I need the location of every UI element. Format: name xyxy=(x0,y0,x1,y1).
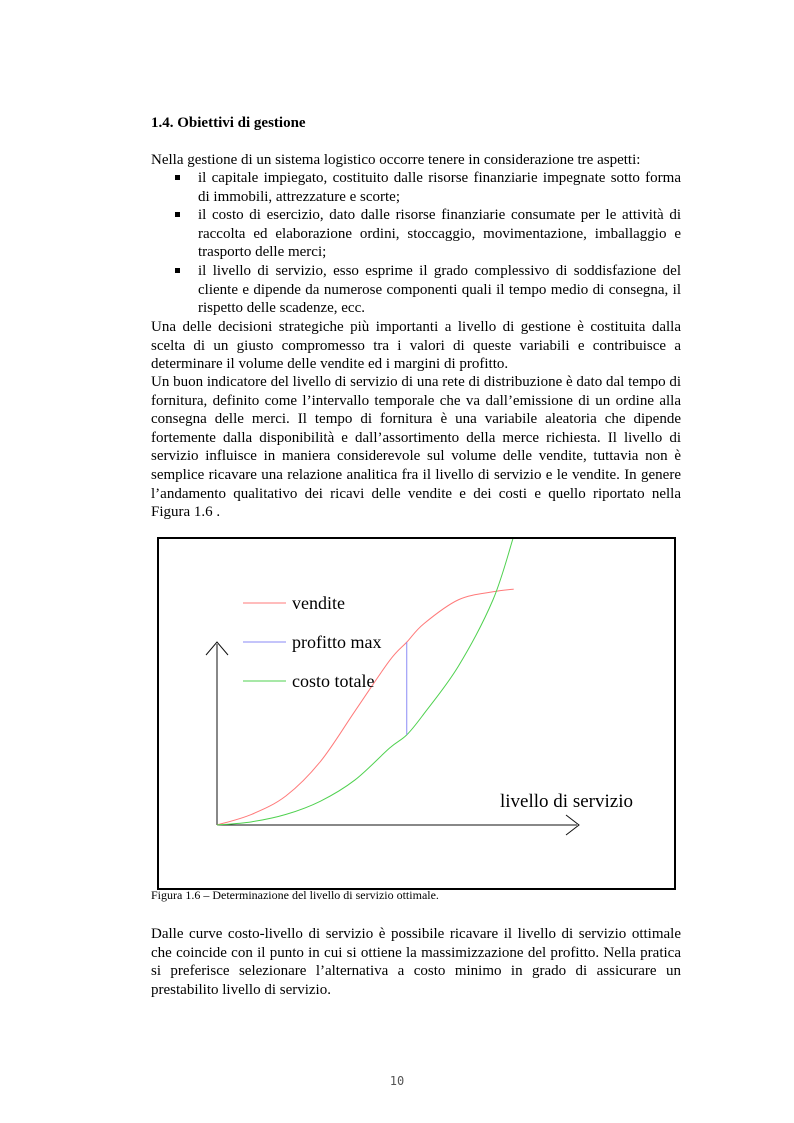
list-item-text: il capitale impiegato, costituito dalle risorse finanziarie impegnate sotto forma di immobili, attrezzature e scorte; xyxy=(198,170,681,205)
legend-label: costo totale xyxy=(292,671,375,691)
list-item-text: il costo di esercizio, dato dalle risorse finanziarie consumate per le attività di raccolta ed elaborazione ordini, stoccaggio, movimentazione, imballaggio e trasporto delle merci; xyxy=(198,207,681,261)
list-item xyxy=(151,262,681,318)
service-level-chart xyxy=(159,539,674,888)
intro-paragraph: Nella gestione di un sistema logistico occorre tenere in considerazione tre aspetti: xyxy=(151,152,641,168)
body-paragraph: Dalle curve costo-livello di servizio è possibile ricavare il livello di servizio ottimale che coincide con il punto in cui si ottiene la massimizzazione del profitto. Nella pratica si preferisce selezionare l’alternativa a costo minimo in grado di assicurare un prestabilito livello di servizio. xyxy=(151,926,681,998)
list-item-text: il livello di servizio, esso esprime il grado complessivo di soddisfazione del cliente e dipende da numerose componenti quali il tempo medio di consegna, il rispetto delle scadenze, ecc. xyxy=(198,262,681,317)
list-item xyxy=(151,206,681,262)
page-number: 10 xyxy=(389,1074,405,1088)
body-paragraph: Una delle decisioni strategiche più importanti a livello di gestione è costituita dalla scelta di un giusto compromesso tra i valori di queste variabili e contribuisce a determinare il volume delle vendite ed i margini di profitto. xyxy=(151,319,681,373)
legend-label: profitto max xyxy=(292,632,382,652)
legend-label: vendite xyxy=(292,593,345,613)
figure-caption: Figura 1.6 – Determinazione del livello di servizio ottimale. xyxy=(151,888,439,902)
bullet-square-icon xyxy=(175,175,180,180)
bullet-square-icon xyxy=(175,212,180,217)
list-item xyxy=(151,169,681,206)
aspects-list xyxy=(151,169,681,318)
body-paragraph: Un buon indicatore del livello di servizio di una rete di distribuzione è dato dal tempo di fornitura, definito come l’intervallo temporale che va dall’emissione di un ordine alla consegna delle merci. Il tempo di fornitura è una variabile aleatoria che dipende fortemente dalla disponibilità e dall’assortimento della merce richiesta. Il livello di servizio influisce in maniera considerevole sul volume delle vendite, tuttavia non è semplice ricavare una relazione analitica fra il livello di servizio e le vendite. In genere l’andamento qualitativo dei ricavi delle vendite e dei costi e quello riportato nella Figura 1.6 . xyxy=(151,374,681,521)
bullet-square-icon xyxy=(175,268,180,273)
x-axis-label: livello di servizio xyxy=(500,791,633,812)
series-line-vendite xyxy=(217,589,514,825)
section-title: 1.4. Obiettivi di gestione xyxy=(151,115,306,131)
figure-frame xyxy=(157,537,676,890)
